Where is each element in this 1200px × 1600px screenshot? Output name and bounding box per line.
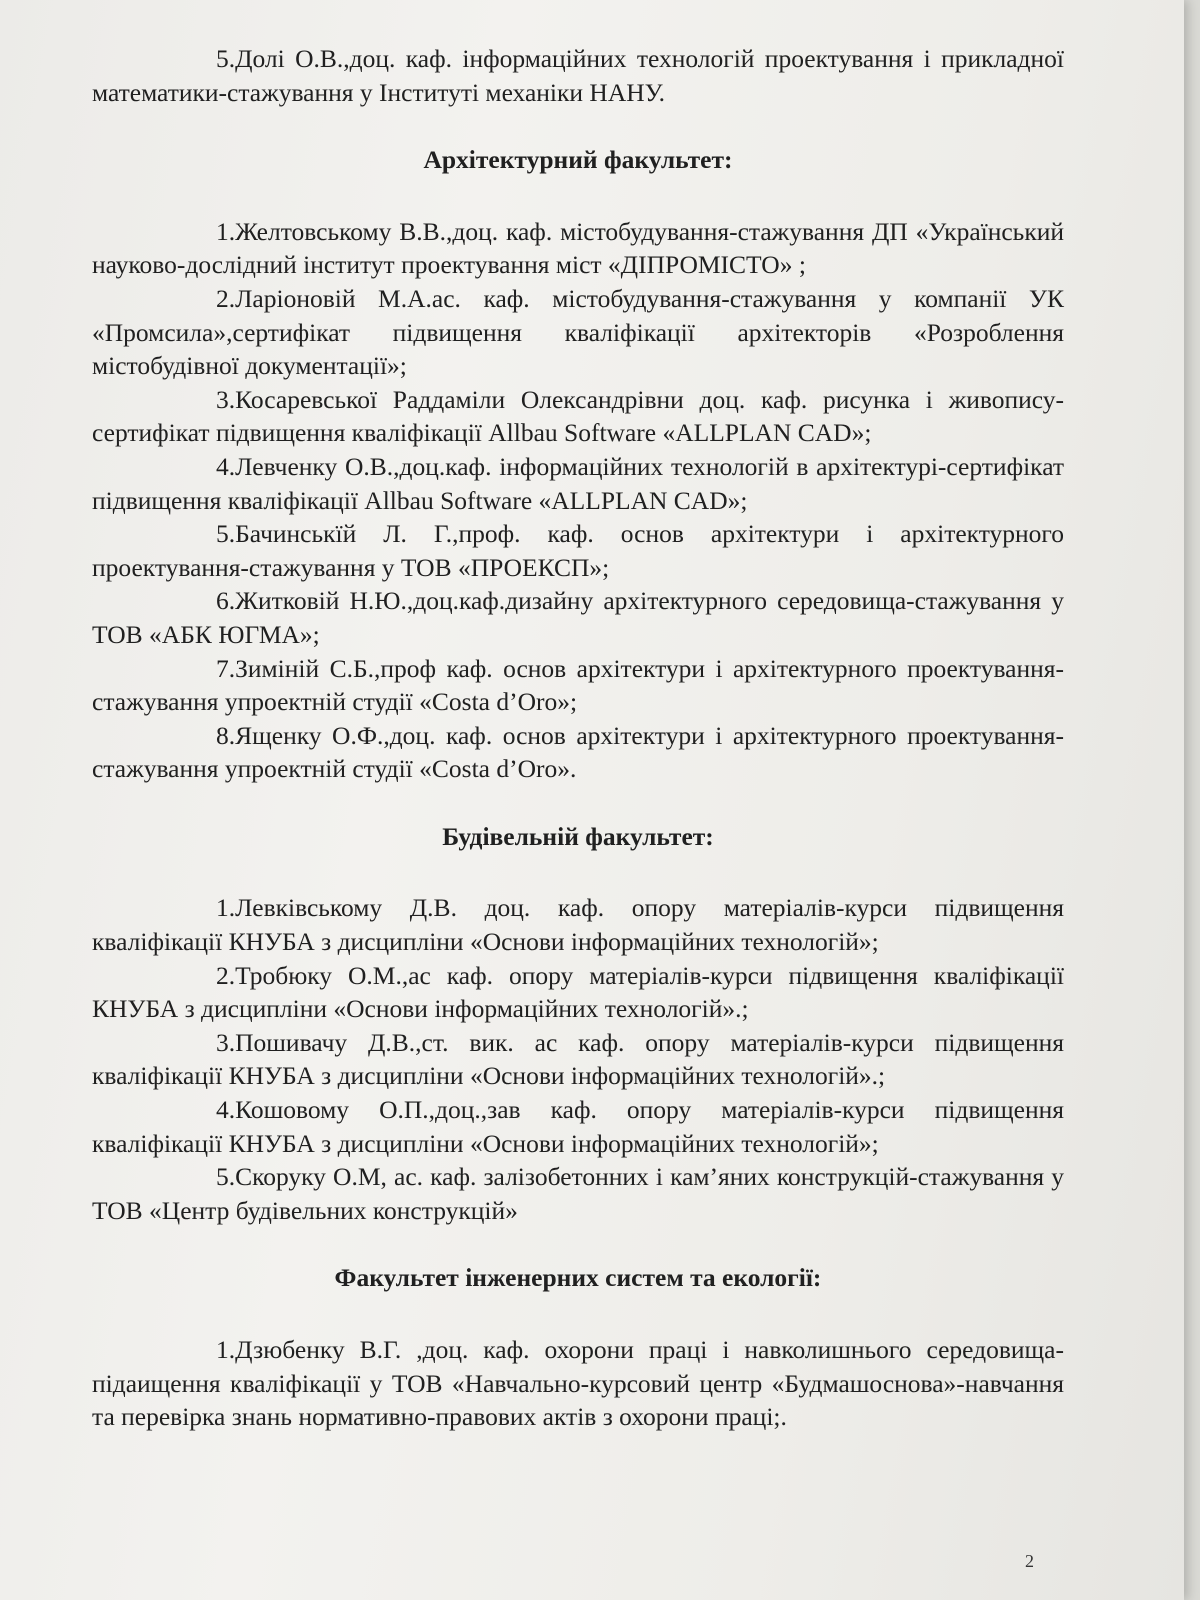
list-item <box>92 215 1064 282</box>
list-item-text: Зиміній С.Б.,проф каф. основ архітектури і архітектурного проектування-стажування упроектній студії «Costa d’Oro»; <box>92 653 1064 717</box>
list-item <box>92 282 1064 383</box>
list-item-text: Ларіоновій М.А.ас. каф. містобудування-стажування у компанії УК «Промсила»,сертифікат підвищення кваліфікації архітекторів «Розроблення містобудівної документації»; <box>92 283 1064 381</box>
list-item-text: Пошивачу Д.В.,ст. вик. ас каф. опору матеріалів-курси підвищення кваліфікації КНУБА з дисципліни «Основи інформаційних технологій».; <box>92 1027 1064 1091</box>
list-item-number: 7. <box>216 653 236 683</box>
list-item-number: 6. <box>216 586 236 616</box>
list-item <box>92 584 1064 651</box>
list-item <box>92 517 1064 584</box>
list-item <box>92 959 1064 1026</box>
list-item <box>92 1093 1064 1160</box>
list-item-number: 4. <box>216 451 236 481</box>
section-heading: Факультет інженерних систем та екології: <box>334 1263 822 1293</box>
list-item-number: 3. <box>216 384 236 414</box>
list-item-text: Ященку О.Ф.,доц. каф. основ архітектури і архітектурного проектування-стажування упроектній студії «Costa d’Oro». <box>92 720 1064 784</box>
intro-list-item <box>92 42 1064 109</box>
list-item <box>92 1026 1064 1093</box>
list-item-text: Бачинськїй Л. Г.,проф. каф. основ архітектури і архітектурного проектування-стажування у ТОВ «ПРОЕКСП»; <box>92 519 1064 582</box>
list-item-text: Дзюбенку В.Г. ,доц. каф. охорони праці і навколишнього середовища-підаищення кваліфікації у ТОВ «Навчально-курсовий центр «Будмашоснова»-навчання та перевірка знань нормативно-правових актів з охорони праці;. <box>92 1335 1064 1432</box>
list-item-text: Житковій Н.Ю.,доц.каф.дизайну архітектурного середовища-стажування у ТОВ «АБК ЮГМА»; <box>92 586 1064 649</box>
section-architecture <box>92 143 1064 786</box>
list-item <box>92 1333 1064 1434</box>
list-item-text: Левченку О.В.,доц.каф. інформаційних технологій в архітектурі-сертифікат підвищення кваліфікації Allbau Software «ALLPLAN CAD»; <box>92 451 1064 515</box>
list-item-number: 4. <box>216 1095 236 1125</box>
list-item-number: 5. <box>216 519 236 549</box>
section-engineering-ecology <box>92 1261 1064 1433</box>
document-body <box>92 42 1064 1434</box>
list-item-text: Скоруку О.М, ас. каф. залізобетонних і кам’яних конструкцій-стажування у ТОВ «Центр будівельних конструкцій» <box>92 1162 1064 1225</box>
list-item-number: 1. <box>216 1335 236 1364</box>
list-item-text: Долі О.В.,доц. каф. інформаційних технологій проектування і прикладної математики-стажування у Інституті механіки НАНУ. <box>92 44 1064 107</box>
list-item-number: 2. <box>216 960 236 990</box>
list-item-number: 1. <box>216 893 236 923</box>
list-item-text: Косаревської Раддаміли Олександрівни доц. каф. рисунка і живопису- сертифікат підвищення кваліфікації Allbau Software «ALLPLAN CAD»; <box>92 384 1064 448</box>
section-heading: Архітектурний факультет: <box>423 145 733 175</box>
list-item <box>92 719 1064 786</box>
section-heading: Будівельній факультет: <box>442 821 714 851</box>
list-item-number: 5. <box>216 1162 236 1192</box>
section-construction <box>92 820 1064 1228</box>
list-item <box>92 652 1064 719</box>
list-item <box>92 450 1064 517</box>
list-item-text: Кошовому О.П.,доц.,зав каф. опору матеріалів-курси підвищення кваліфікації КНУБА з дисципліни «Основи інформаційних технологій»; <box>92 1095 1064 1158</box>
page-number: 2 <box>1025 1551 1034 1571</box>
list-item-text: Левківському Д.В. доц. каф. опору матеріалів-курси підвищення кваліфікації КНУБА з дисципліни «Основи інформаційних технологій»; <box>92 893 1064 957</box>
list-item <box>92 891 1064 958</box>
list-item-number: 3. <box>216 1027 236 1057</box>
list-item-text: Желтовському В.В.,доц. каф. містобудування-стажування ДП «Український науково-дослідний інститут проектування міст «ДІПРОМІСТО» ; <box>92 216 1064 280</box>
list-item-number: 8. <box>216 720 236 750</box>
list-item-number: 1. <box>216 216 236 246</box>
list-item-text: Тробюку О.М.,ас каф. опору матеріалів-курси підвищення кваліфікації КНУБА з дисципліни «Основи інформаційних технологій».; <box>92 960 1064 1024</box>
list-item-number: 5. <box>216 44 236 73</box>
list-item <box>92 1160 1064 1227</box>
list-item <box>92 383 1064 450</box>
list-item-number: 2. <box>216 283 236 313</box>
